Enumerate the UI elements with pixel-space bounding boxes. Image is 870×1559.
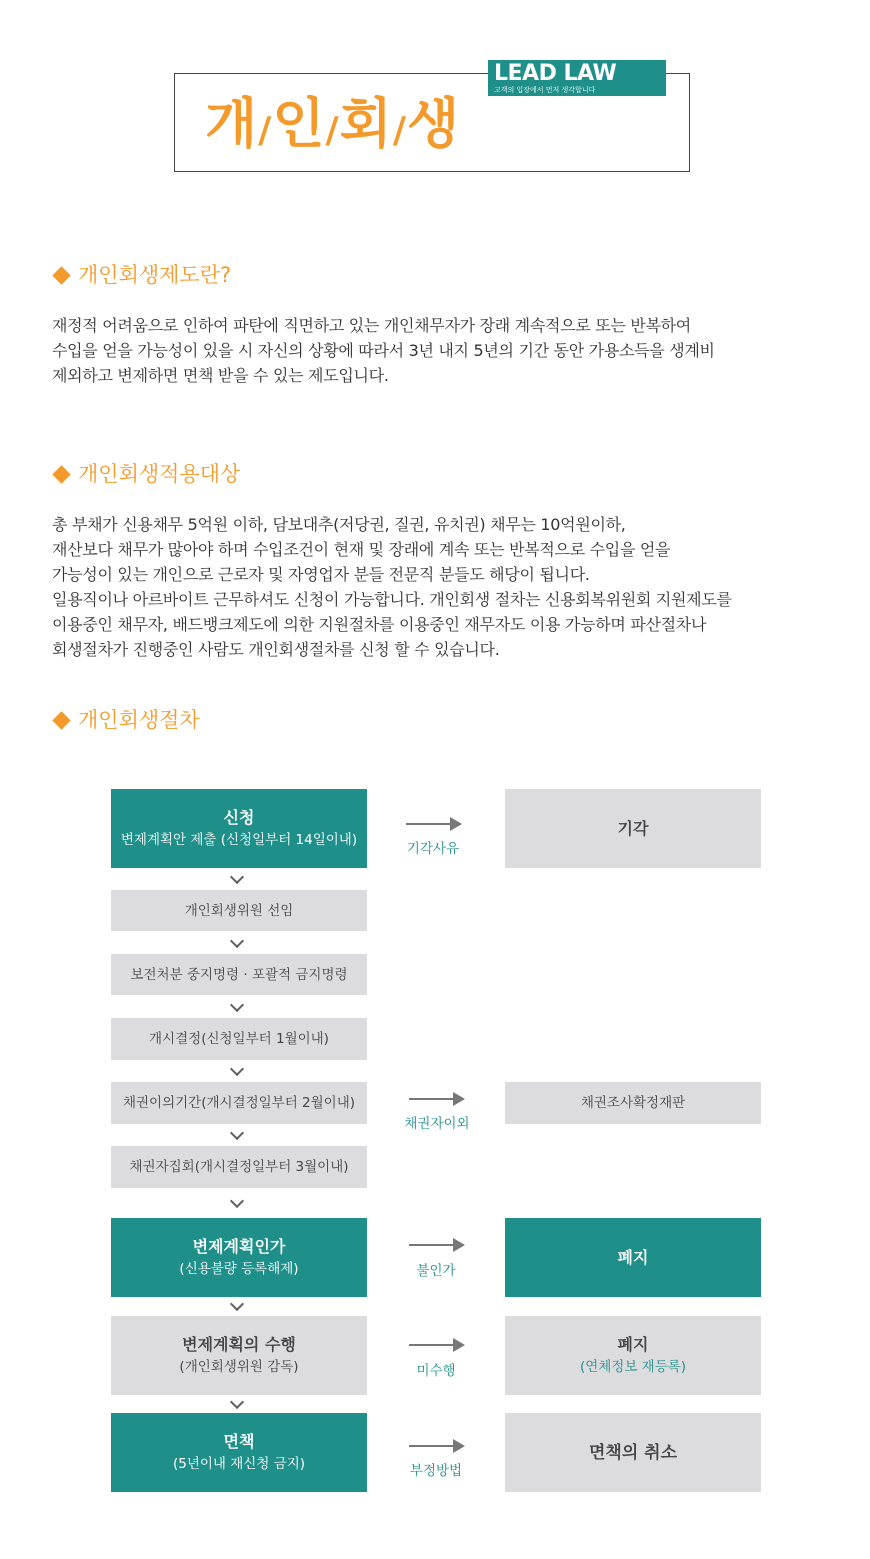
step-title: 변제계획의 수행 <box>182 1334 296 1354</box>
step-title: 신청 <box>223 807 255 827</box>
section-heading-definition <box>52 262 231 288</box>
step-subtitle: 보전처분 중지명령 · 포괄적 금지명령 <box>130 966 348 983</box>
definition-paragraph <box>52 313 842 388</box>
step-subtitle: (신용불량 등록해제) <box>179 1260 299 1277</box>
branch-label: 불인가 <box>416 1263 456 1279</box>
chevron-down-icon <box>230 1194 244 1208</box>
flow-step-injunction <box>111 954 367 995</box>
title-separator: / <box>258 110 271 151</box>
flow-step-objection-period <box>111 1082 367 1124</box>
result-title: 면책의 취소 <box>588 1442 678 1463</box>
section-heading-text: 개인회생절차 <box>78 708 200 732</box>
title-char: 회 <box>339 92 391 155</box>
flow-step-commencement <box>111 1018 367 1060</box>
right-arrow-icon <box>409 1098 463 1100</box>
flow-step-plan-approval <box>111 1218 367 1297</box>
diamond-bullet-icon <box>52 711 70 729</box>
chevron-down-icon <box>230 870 244 884</box>
flow-result-abolition-reregister <box>505 1316 761 1395</box>
flow-step-trustee <box>111 890 367 931</box>
flow-result-dismissal <box>505 789 761 868</box>
diamond-bullet-icon <box>52 266 70 284</box>
section-heading-text: 개인회생적용대상 <box>78 462 241 486</box>
step-subtitle: 채권자집회(개시결정일부터 3월이내) <box>129 1159 349 1175</box>
step-title: 변제계획인가 <box>192 1236 286 1256</box>
right-arrow-icon <box>406 823 460 825</box>
flow-result-abolition <box>505 1218 761 1297</box>
branch-label: 기각사유 <box>406 841 460 857</box>
paragraph-line: 이용중인 채무자, 배드뱅크제도에 의한 지원절차를 이용중인 재무자도 이용 가능하며 파산절차나 <box>52 615 707 634</box>
flow-result-claim-trial <box>505 1082 761 1124</box>
branch-label: 미수행 <box>416 1363 456 1379</box>
result-title: 기각 <box>617 818 649 838</box>
flow-result-discharge-revocation <box>505 1413 761 1492</box>
paragraph-line: 회생절차가 진행중인 사람도 개인회생절차를 신청 할 수 있습니다. <box>52 640 500 659</box>
title-char: 개 <box>205 92 257 155</box>
chevron-down-icon <box>230 1297 244 1311</box>
chevron-down-icon <box>230 998 244 1012</box>
paragraph-line: 일용직이나 아르바이트 근무하셔도 신청이 가능합니다. 개인회생 절차는 신용회복위원회 지원제도를 <box>52 590 732 609</box>
step-subtitle: 개인회생위원 선임 <box>184 902 294 919</box>
right-arrow-icon <box>409 1445 463 1447</box>
chevron-down-icon <box>230 934 244 948</box>
brand-name: LEAD LAW <box>494 61 617 86</box>
flow-step-creditors-meeting <box>111 1146 367 1188</box>
paragraph-line: 수입을 얻을 가능성이 있을 시 자신의 상황에 따라서 3년 내지 5년의 기간 동안 가용소득을 생계비 <box>52 341 715 360</box>
step-subtitle: (5년이내 재신청 금지) <box>172 1455 306 1472</box>
section-heading-eligibility <box>52 461 240 487</box>
section-heading-text: 개인회생제도란? <box>78 263 232 287</box>
chevron-down-icon <box>230 1062 244 1076</box>
result-subtitle: (연체정보 재등록) <box>579 1358 687 1375</box>
title-separator: / <box>392 110 405 151</box>
step-subtitle: 개시결정(신청일부터 1월이내) <box>149 1031 329 1047</box>
step-subtitle: 변제계획안 제출 (신청일부터 14일이내) <box>120 831 358 848</box>
title-char: 인 <box>272 92 324 155</box>
eligibility-paragraph <box>52 512 842 662</box>
step-subtitle: 채권이의기간(개시결정일부터 2월이내) <box>122 1095 356 1111</box>
chevron-down-icon <box>230 1126 244 1140</box>
page-title <box>205 94 458 161</box>
paragraph-line: 재정적 어려움으로 인하여 파탄에 직면하고 있는 개인채무자가 장래 계속적으로 또는 반복하여 <box>52 316 691 335</box>
branch-label: 채권자이외 <box>404 1116 470 1132</box>
flow-step-plan-performance <box>111 1316 367 1395</box>
paragraph-line: 재산보다 채무가 많아야 하며 수입조건이 현재 및 장래에 계속 또는 반복적으로 수입을 얻을 <box>52 540 671 559</box>
diamond-bullet-icon <box>52 465 70 483</box>
result-title: 폐지 <box>617 1247 649 1267</box>
paragraph-line: 제외하고 변제하면 면책 받을 수 있는 제도입니다. <box>52 366 389 385</box>
paragraph-line: 총 부채가 신용채무 5억원 이하, 담보대추(저당권, 질권, 유치권) 채무는 10억원이하, <box>52 515 626 534</box>
paragraph-line: 가능성이 있는 개인으로 근로자 및 자영업자 분들 전문직 분들도 해당이 됩니다. <box>52 565 590 584</box>
branch-label: 부정방법 <box>409 1463 463 1479</box>
right-arrow-icon <box>409 1244 463 1246</box>
title-separator: / <box>325 110 338 151</box>
title-char: 생 <box>406 92 459 155</box>
result-subtitle: 채권조사확정재판 <box>580 1095 686 1111</box>
brand-tagline: 고객의 입장에서 먼저 생각합니다 <box>494 86 596 94</box>
result-title: 폐지 <box>617 1334 649 1354</box>
flow-step-discharge <box>111 1413 367 1492</box>
right-arrow-icon <box>409 1344 463 1346</box>
chevron-down-icon <box>230 1395 244 1409</box>
section-heading-procedure <box>52 707 200 733</box>
brand-logo <box>488 60 666 96</box>
flow-step-application <box>111 789 367 868</box>
step-subtitle: (개인회생위원 감독) <box>179 1358 299 1375</box>
step-title: 면책 <box>223 1431 255 1451</box>
